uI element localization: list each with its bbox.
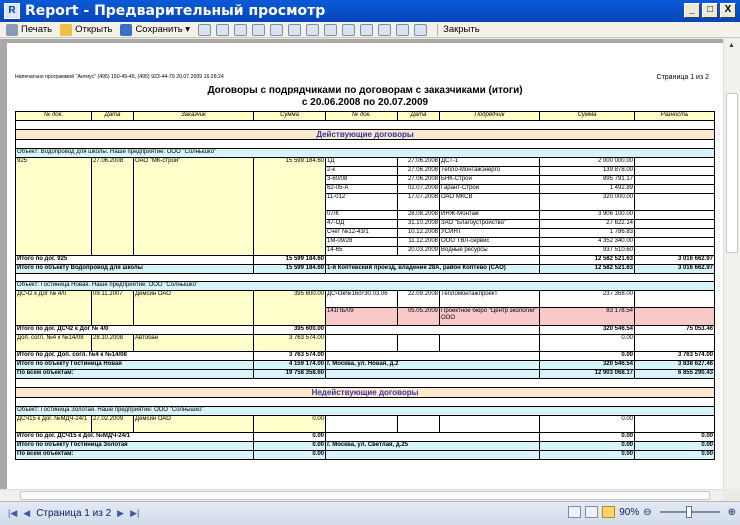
export-icon[interactable] (234, 24, 247, 36)
cell-date2: 10.12.2008 (398, 229, 440, 238)
cell-doc2: Счет №12-43/1 (326, 229, 398, 238)
cell-doc2: 11-012 (326, 194, 398, 211)
floppy-icon (120, 24, 132, 36)
separator (437, 24, 438, 36)
subtotal-sum2: 320 546.54 (540, 326, 635, 335)
grand-total-diff: 0.00 (635, 451, 715, 460)
total-address: г. Москва, ул. Новая, д.2 (326, 361, 540, 370)
cell-sum2: 83 178.54 (540, 308, 635, 326)
preview-viewport[interactable] (0, 39, 723, 489)
total-diff: 3 838 627.46 (635, 361, 715, 370)
cell-doc2: 1Д (326, 158, 398, 167)
close-window-button[interactable]: X (720, 3, 736, 18)
multi-page-view-icon[interactable] (602, 506, 615, 518)
subtotal-label: Итого по дог. ДСЧ15 к Дог. №МДЧ-24/1 (16, 433, 254, 442)
table-row (16, 416, 715, 433)
cell-sum2: 139 878.00 (540, 167, 635, 176)
prev-page-icon[interactable]: ◀ (23, 508, 31, 518)
open-label: Открыть (75, 24, 113, 35)
subtotal-sum: 395 600.00 (254, 326, 326, 335)
cell-date2: 22.09.2008 (398, 291, 440, 308)
zoom-out-icon[interactable]: ⊖ (643, 506, 652, 518)
cell-contractor: Тепломонтажпроект (440, 291, 540, 308)
cell-doc2: 62-05-А (326, 185, 398, 194)
cell-sum2: 3 906 100.00 (540, 211, 635, 220)
cell-doc2: ДСЧ3к№16от30.03.06 (326, 291, 398, 308)
cell-customer: ОАО "МК-строй" (134, 158, 254, 256)
maximize-button[interactable]: □ (702, 3, 718, 18)
subtotal-label: Итого по дог. Доп. согл. №4 к №14/08 (16, 352, 254, 361)
grand-total-row (16, 370, 715, 379)
page-setup-icon[interactable] (216, 24, 229, 36)
cell-sum2: 1 786.83 (540, 229, 635, 238)
object-total-row (16, 361, 715, 370)
cell-contractor: ДСТ-1 (440, 158, 540, 167)
single-page-icon[interactable] (342, 24, 355, 36)
title-bar (0, 0, 740, 22)
app-icon: R (4, 3, 20, 19)
object-header: Объект: Гостиница Золотая. Наше предприятие: ООО "Солнышко" (16, 407, 715, 416)
window-title: Report - Предварительный просмотр (25, 3, 326, 19)
object-total-row (16, 442, 715, 451)
col-difference: Разность (635, 112, 715, 121)
send-icon[interactable] (198, 24, 211, 36)
subtotal-diff: 3 763 574.00 (635, 352, 715, 361)
cell-contractor: ЗАО "Благоустройство" (440, 220, 540, 229)
next-page-icon[interactable]: ▶ (117, 508, 125, 518)
cell-sum2: 1 492.89 (540, 185, 635, 194)
total-address: 1-й Коптевский проезд, владение 28А, район Коптево (САО) (326, 265, 540, 274)
total-sum2: 320 546.54 (540, 361, 635, 370)
total-sum: 0.00 (254, 442, 326, 451)
cell-sum2: 0.00 (540, 416, 635, 433)
print-button[interactable] (6, 24, 52, 36)
two-page-view-icon[interactable] (585, 506, 598, 518)
grand-total-diff: 6 855 290.43 (635, 370, 715, 379)
section-inactive: Недействующие договоры (16, 388, 715, 398)
cell-date: 09.11.2007 (92, 291, 134, 326)
cell-date2: 17.07.2008 (398, 194, 440, 211)
zoom-slider-thumb[interactable] (686, 506, 692, 518)
horizontal-scroll-thumb[interactable] (20, 491, 710, 500)
col-doc2: № док. (326, 112, 398, 121)
save-button[interactable]: Сохранить ▾ (120, 24, 190, 36)
multi-pages-icon[interactable] (378, 24, 391, 36)
cell-date2: 02.07.2008 (398, 185, 440, 194)
col-date: Дата (92, 112, 134, 121)
vertical-scrollbar[interactable] (723, 39, 740, 489)
folder-icon (60, 24, 72, 36)
cell-contractor: Водные ресурсы (440, 247, 540, 256)
cell-sum: 0.00 (254, 416, 326, 433)
zoom-slider[interactable] (660, 511, 720, 513)
subtotal-diff: 75 053.46 (635, 326, 715, 335)
col-date2: Дата (398, 112, 440, 121)
printed-by: Напечатано программой "Антиус" (495) 150-49-45, (495) 923-44-79 20.07.2009 16:28:24 (15, 74, 224, 80)
cell-date2: 31.10.2008 (398, 220, 440, 229)
subtotal-label: Итого по дог. ДСЧ2 к Дог № 4/0 (16, 326, 254, 335)
table-row (16, 335, 715, 352)
close-label: Закрыть (443, 24, 480, 35)
cell-contractor: ООО ТВЛ-сервис (440, 238, 540, 247)
grand-total-sum2: 0.00 (540, 451, 635, 460)
watermark-icon[interactable] (306, 24, 319, 36)
cell-date: 27.06.2008 (92, 158, 134, 256)
total-address: г. Москва, ул. Светлая, д.25 (326, 442, 540, 451)
col-sum2: Сумма (540, 112, 635, 121)
cell-sum: 3 763 574.00 (254, 335, 326, 352)
last-page-icon[interactable]: ▶| (130, 508, 140, 518)
cell-doc: Доп. согл. №4 к №14/08 (16, 335, 92, 352)
cell-contractor: ИНЖ-Монтаж (440, 211, 540, 220)
total-diff: 3 016 662.97 (635, 265, 715, 274)
report-period: с 20.06.2008 по 20.07.2009 (301, 97, 429, 108)
cell-contractor: УСИНТ (440, 229, 540, 238)
subtotal-sum: 15 599 184.60 (254, 256, 326, 265)
cell-sum: 395 600.00 (254, 291, 326, 326)
subtotal-label: Итого по дог. 925 (16, 256, 254, 265)
subtotal-sum2: 12 582 521.63 (540, 256, 635, 265)
cell-date2: 11.12.2008 (398, 238, 440, 247)
report-title: Договоры с подрядчиками по договорам с заказчиками (итоги) (207, 85, 523, 96)
cell-date2: 27.06.2008 (398, 167, 440, 176)
header-icon[interactable] (288, 24, 301, 36)
status-bar (0, 501, 740, 525)
subtotal-row (16, 256, 715, 265)
zoom-level: 90% (619, 506, 640, 518)
cell-date2: 27.06.2008 (398, 158, 440, 167)
subtotal-note (326, 256, 540, 265)
cell-doc2: 2-к (326, 167, 398, 176)
cell-sum2: 320 000.00 (540, 194, 635, 211)
total-sum: 15 599 184.60 (254, 265, 326, 274)
cell-date: 27.02.2009 (92, 416, 134, 433)
object-header: Объект: Водопровод для школы. Наше предприятие: ООО "Солнышко" (16, 149, 715, 158)
horizontal-scrollbar[interactable] (0, 489, 723, 501)
page-indicator: Страница 1 из 2 (36, 508, 112, 519)
cell-sum2: 27 622.14 (540, 220, 635, 229)
vertical-scroll-thumb[interactable] (726, 93, 738, 253)
col-sum: Сумма (254, 112, 326, 121)
grand-total-sum: 0.00 (254, 451, 326, 460)
subtotal-row (16, 433, 715, 442)
grand-total-sum2: 12 903 068.17 (540, 370, 635, 379)
table-row (16, 291, 715, 308)
cell-sum2: 937 510.60 (540, 247, 635, 256)
col-customer: Заказчик (134, 112, 254, 121)
column-headers (16, 112, 715, 121)
subtotal-row (16, 326, 715, 335)
grand-total-label: По всем объектам: (16, 370, 254, 379)
cell-contractor: Тепло-Монтажэнерго (440, 167, 540, 176)
col-doc: № док. (16, 112, 92, 121)
cell-doc2: 3-60/08 (326, 176, 398, 185)
cell-sum2: 4 352 340.00 (540, 238, 635, 247)
cell-customer: Демсин ОАО (134, 291, 254, 326)
total-label: Итого по объекту Водопровод для школы (16, 265, 254, 274)
email-icon[interactable] (414, 24, 427, 36)
grand-total-label: По всем объектам: (16, 451, 254, 460)
cell-doc2: 07/К (326, 211, 398, 220)
total-diff: 0.00 (635, 442, 715, 451)
cell-date2: 28.08.2008 (398, 211, 440, 220)
total-sum2: 0.00 (540, 442, 635, 451)
total-sum2: 12 582 521.63 (540, 265, 635, 274)
subtotal-diff: 0.00 (635, 433, 715, 442)
total-label: Итого по объекту Гостиница Золотая (16, 442, 254, 451)
find-icon[interactable] (324, 24, 337, 36)
color-icon[interactable] (396, 24, 409, 36)
report-page (7, 43, 723, 489)
cell-doc: 925 (16, 158, 92, 256)
subtotal-sum2: 0.00 (540, 352, 635, 361)
object-header: Объект: Гостиница Новая. Наше предприятие: ООО "Солнышко" (16, 282, 715, 291)
subtotal-diff: 3 016 662.97 (635, 256, 715, 265)
cell-doc2: 1М-09/28 (326, 238, 398, 247)
cell-sum2: 895 791.17 (540, 176, 635, 185)
scroll-up-icon[interactable]: ▲ (728, 42, 735, 49)
cell-doc: ДСЧ15 к Дог. №МДЧ-24/1 (16, 416, 92, 433)
cell-date2: 05.05.2009 (398, 308, 440, 326)
edit-icon[interactable] (252, 24, 265, 36)
cell-date2: 20.03.2009 (398, 247, 440, 256)
cell-sum2: 2 000 000.00 (540, 158, 635, 167)
zoom-in-icon[interactable]: ⊕ (727, 506, 736, 518)
subtotal-sum: 3 763 574.00 (254, 352, 326, 361)
cell-sum: 15 599 184.60 (254, 158, 326, 256)
total-label: Итого по объекту Гостиница Новая (16, 361, 254, 370)
open-button[interactable] (60, 24, 112, 36)
subtotal-sum2: 0.00 (540, 433, 635, 442)
two-pages-icon[interactable] (360, 24, 373, 36)
grand-total-row (16, 451, 715, 460)
subtotal-sum: 0.00 (254, 433, 326, 442)
cell-doc2: 47-ОД (326, 220, 398, 229)
cell-sum2: 237 368.00 (540, 291, 635, 308)
cell-contractor: ОАО МКСВ (440, 194, 540, 211)
cell-doc2: 14-65 (326, 247, 398, 256)
save-label: Сохранить (135, 24, 183, 35)
toolbar (0, 22, 740, 38)
subtotal-row (16, 352, 715, 361)
grand-total-sum: 19 758 358.60 (254, 370, 326, 379)
cell-date: 28.10.2008 (92, 335, 134, 352)
cell-contractor: Гарант-Строй (440, 185, 540, 194)
printer-icon (6, 24, 18, 36)
first-page-icon[interactable]: |◀ (8, 508, 18, 518)
single-page-view-icon[interactable] (568, 506, 581, 518)
section-active: Действующие договоры (16, 130, 715, 140)
table-row (16, 158, 715, 167)
cell-customer: Автобан (134, 335, 254, 352)
col-contractor: Подрядчик (440, 112, 540, 121)
report-table (15, 111, 715, 460)
page-number: Страница 1 из 2 (656, 74, 709, 81)
cell-date2: 27.06.2008 (398, 176, 440, 185)
cell-sum2: 0.00 (540, 335, 635, 352)
cell-contractor: Проектное бюро "Центр экологии" ООО (440, 308, 540, 326)
close-button[interactable] (443, 24, 480, 35)
cell-customer: Демсин ОАО (134, 416, 254, 433)
cell-doc: ДСЧ2 к Дог № 4/0 (16, 291, 92, 326)
object-total-row (16, 265, 715, 274)
copy-icon[interactable] (270, 24, 283, 36)
total-sum: 4 159 174.00 (254, 361, 326, 370)
print-label: Печать (21, 24, 53, 35)
cell-contractor: БНК-Строй (440, 176, 540, 185)
cell-doc2: 141ПБ/09 (326, 308, 398, 326)
minimize-button[interactable]: _ (684, 3, 700, 18)
